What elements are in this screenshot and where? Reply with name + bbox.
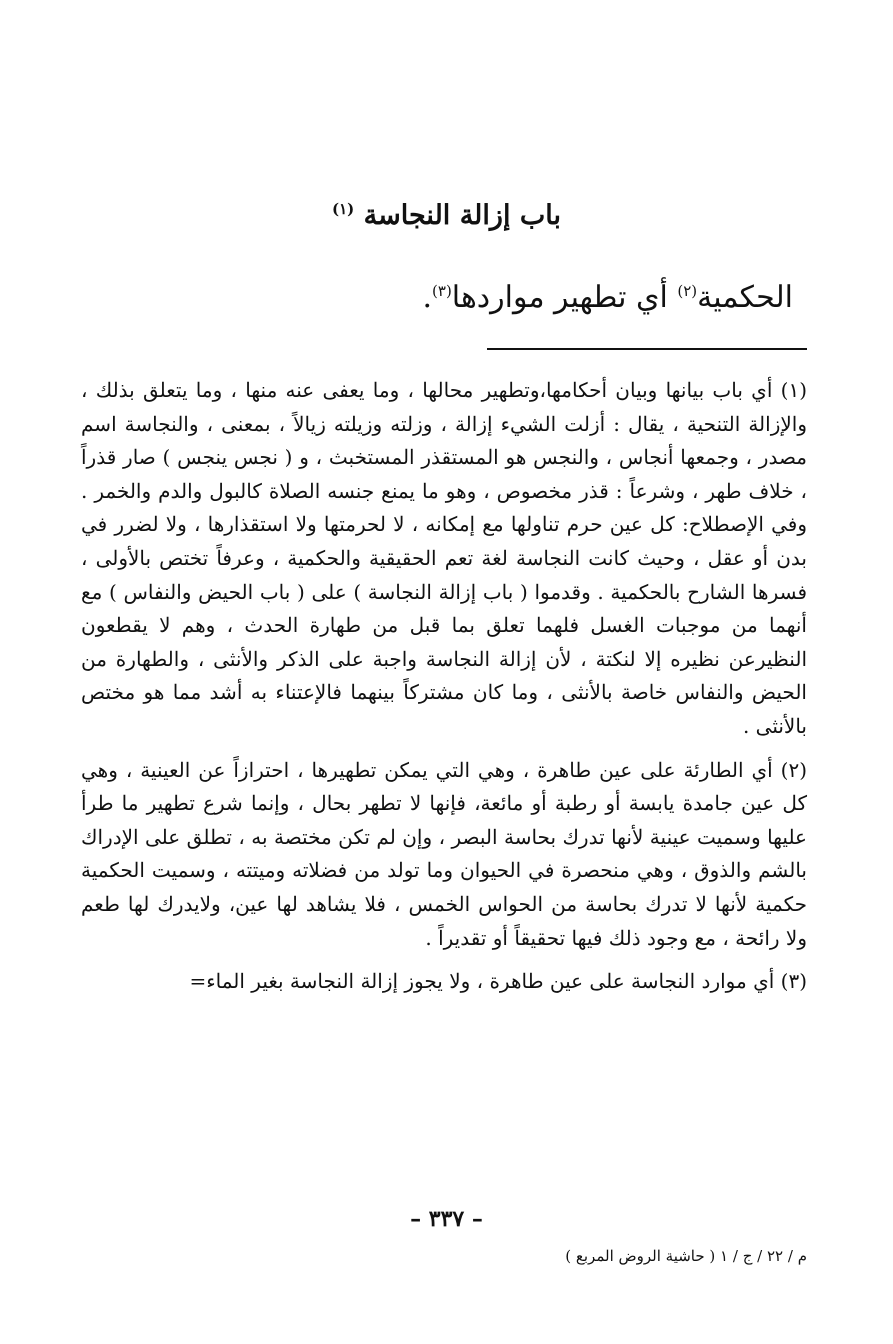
page-number: – ٣٣٧ – (410, 1206, 483, 1232)
footnotes (81, 374, 807, 1009)
footnote-divider (487, 348, 807, 350)
footnote-ref-1: (١) (331, 200, 355, 218)
footnote-ref-3: (٣) (432, 282, 452, 300)
footnote-1: (١) أي باب بيانها وبيان أحكامها،وتطهير محالها ، وما يعفى عنه منها ، وما يتعلق بذلك ، والإزالة التنحية ، يقال : أزلت الشيء إزالة ، وزلته وزيلته زيالاً ، بمعنى ، والنجاسة اسم مصدر ، وجمعها أنجاس ، والنجس هو المستقذر المستخبث ، و ( نجس ينجس ) صار قذراً ، خلاف طهر ، وشرعاً : قذر مخصوص ، وهو ما يمنع جنسه الصلاة كالبول والدم والخمر . وفي الإصطلاح: كل عين حرم تناولها مع إمكانه ، لا لحرمتها ولا استقذارها ، ولا لضرر في بدن أو عقل ، وحيث كانت النجاسة لغة تعم الحقيقية والحكمية ، وعرفاً تختص بالأولى ، فسرها الشارح بالحكمية . وقدموا ( باب إزالة النجاسة ) على ( باب الحيض والنفاس ) مع أنهما من موجبات الغسل فلهما تعلق بما قبل من طهارة الحدث ، وهم لا يقطعون النظيرعن نظيره إلا لنكتة ، لأن إزالة النجاسة واجبة على الذكر والأنثى ، والطهارة من الحيض والنفاس خاصة بالأنثى ، وما كان مشتركاً بينهما فالإعتناء به أشد مما هو مختص بالأنثى . (81, 378, 807, 738)
footnote-ref-2: (٢) (677, 282, 698, 300)
footnote-3: (٣) أي موارد النجاسة على عين طاهرة ، ولا يجوز إزالة النجاسة بغير الماء= (189, 969, 807, 994)
main-text-part-2: أي تطهير مواردها (451, 280, 678, 315)
chapter-title (0, 196, 893, 236)
chapter-title-text: باب إزالة النجاسة (363, 200, 562, 231)
main-text-part-3: . (422, 280, 433, 315)
printer-signature: م / ٢٢ / ج / ١ ( حاشية الروض المربع ) (565, 1247, 807, 1265)
main-text (100, 276, 793, 320)
main-text-part-1: الحكمية (697, 280, 793, 315)
footnote-2: (٢) أي الطارئة على عين طاهرة ، وهي التي يمكن تطهيرها ، احترازاً عن العينية ، وهي كل عين جامدة يابسة أو رطبة أو مائعة، فإنها لا تطهر بحال ، وإنما شرع تطهير ما طرأ عليها وسميت عينية لأنها تدرك بحاسة البصر ، وإن لم تكن مختصة به ، تطلق على الإدراك بالشم والذوق ، وهي منحصرة في الحيوان وما تولد من فضلاته وميتته ، وسميت الحكمية حكمية لأنها لا تدرك بحاسة من الحواس الخمس ، فلا يشاهد لها عين، ولايدرك لها طعم ولا رائحة ، مع وجود ذلك فيها تحقيقاً أو تقديراً . (81, 757, 807, 950)
